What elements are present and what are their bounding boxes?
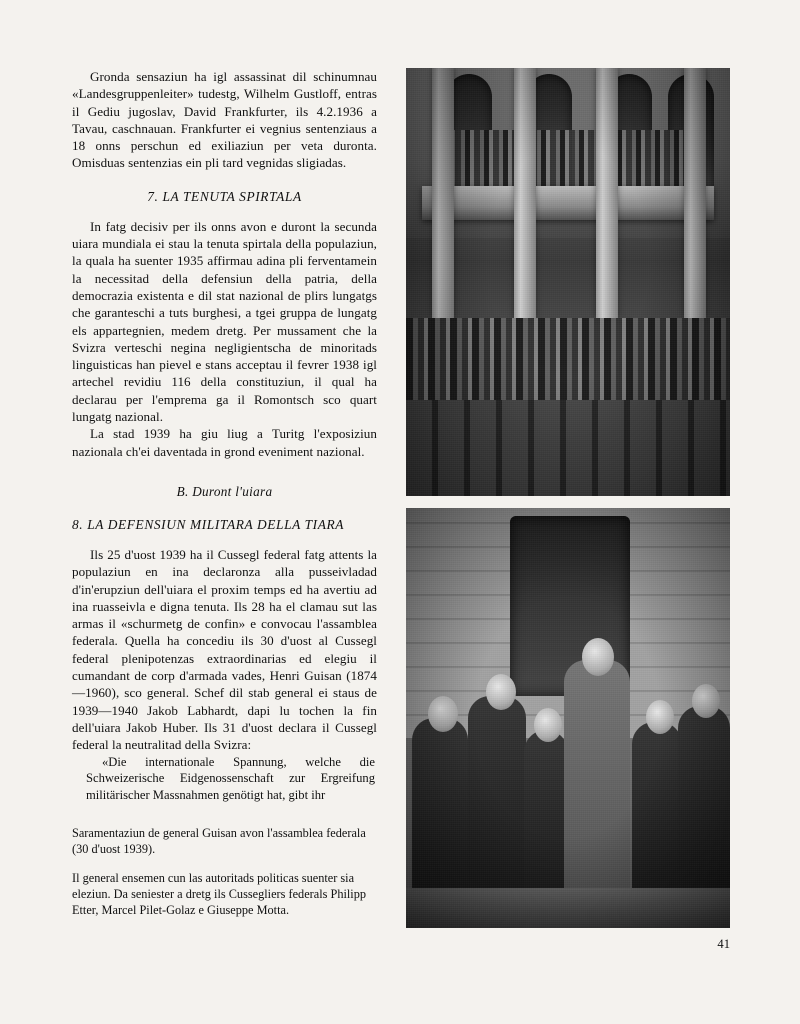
text-column [72, 68, 377, 918]
portrait-scene [406, 508, 730, 928]
paragraph: Ils 25 d'uost 1939 ha il Cussegl federal fatg attents la populaziun en ina declaronza alla pusseivladad d'in'erupziun dell'uiara el proxim temps ed ha avertiu ad ina ruasseivla e digna tenuta. Ils 28 ha el clamau sut las armas il «schurmetg de confin» e convocau l'assamblea federala. Quella ha concediu ils 30 d'uost al Cussegl federal plenipotenzas extraordinarias ed elegiu il cumandant de corp d'armada vades, Henri Guisan (1874—1960), sco general. Schef dil stab general ei staus de 1939—1940 Jakob Labhardt, dapi lu tochen la fin dell'uiara Jakob Huber. Ils 31 d'uost declara il Cussegl federal la neutralitad della Svizra: [72, 546, 377, 753]
parliament-chamber-photo [406, 68, 730, 496]
photo-caption-bottom: Il general ensemen cun las autoritads politicas suenter sia eleziun. Da seniester a dretg ils Cussegliers federals Philipp Etter, Marcel Pilet-Golaz e Giuseppe Motta. [72, 870, 367, 918]
photo-column [406, 68, 730, 928]
photo-vignette [406, 68, 730, 496]
spacer [72, 803, 377, 825]
photo-caption-top: Saramentaziun de general Guisan avon l'assamblea federala (30 d'uost 1939). [72, 826, 366, 857]
page-number: 41 [717, 937, 730, 951]
photo-vignette [406, 508, 730, 928]
paragraph: Gronda sensaziun ha igl assassinat dil schinumnau «Landesgruppenleiter» tudestg, Wilhelm Gustloff, entras il Gediu jugoslav, David Frankfurter, ils 4.2.1936 a Tavau, caschnauan. Frankfurter ei vegnius sentenziaus a 18 onns perschun ed exiliaziun per veta duronta. Omisduas sentenzias ein pli tard vegnidas sligiadas. [72, 69, 377, 171]
section-heading-defensiun-militara: 8. LA DEFENSIUN MILITARA DELLA TIARA [72, 516, 345, 532]
guisan-group-portrait-photo [406, 508, 730, 928]
paragraph: La stad 1939 ha giu liug a Turitg l'exposiziun nazionala ch'ei daventada in grond eveniment nazional. [72, 426, 377, 459]
paragraph: In fatg decisiv per ils onns avon e duront la secunda uiara mundiala ei stau la tenuta spirtala della populaziun, la quala ha suenter 1935 affirmau adina pli ferventamein la necessitad della defensiun della patria, della democrazia existenta e dil stat nazional de plirs lungatgs che garanteschi a tuts burghesi, a tgei gruppa de lungatg els appartegnien, medem dretg. Per mussament che la Svizra verteschi negina negligientscha de minoritads linguisticas han pievel e stans acceptau il fevrer 1938 igl artechel revidiu 116 della constituziun, il qual ha declarau per l'emprema ga il Romontsch sco quart lungatg nazional. [72, 218, 377, 425]
subsection-heading-duront-luiara: B. Duront l'uiara [176, 483, 273, 499]
blockquote-german: «Die internationale Spannung, welche die Schweizerische Eidgenossenschaft zur Ergreifung militärischer Massnahmen genötigt hat, gibt ihr [86, 754, 375, 802]
chamber-scene [406, 68, 730, 496]
section-heading-tenuta-spirtala: 7. LA TENUTA SPIRTALA [147, 188, 302, 204]
